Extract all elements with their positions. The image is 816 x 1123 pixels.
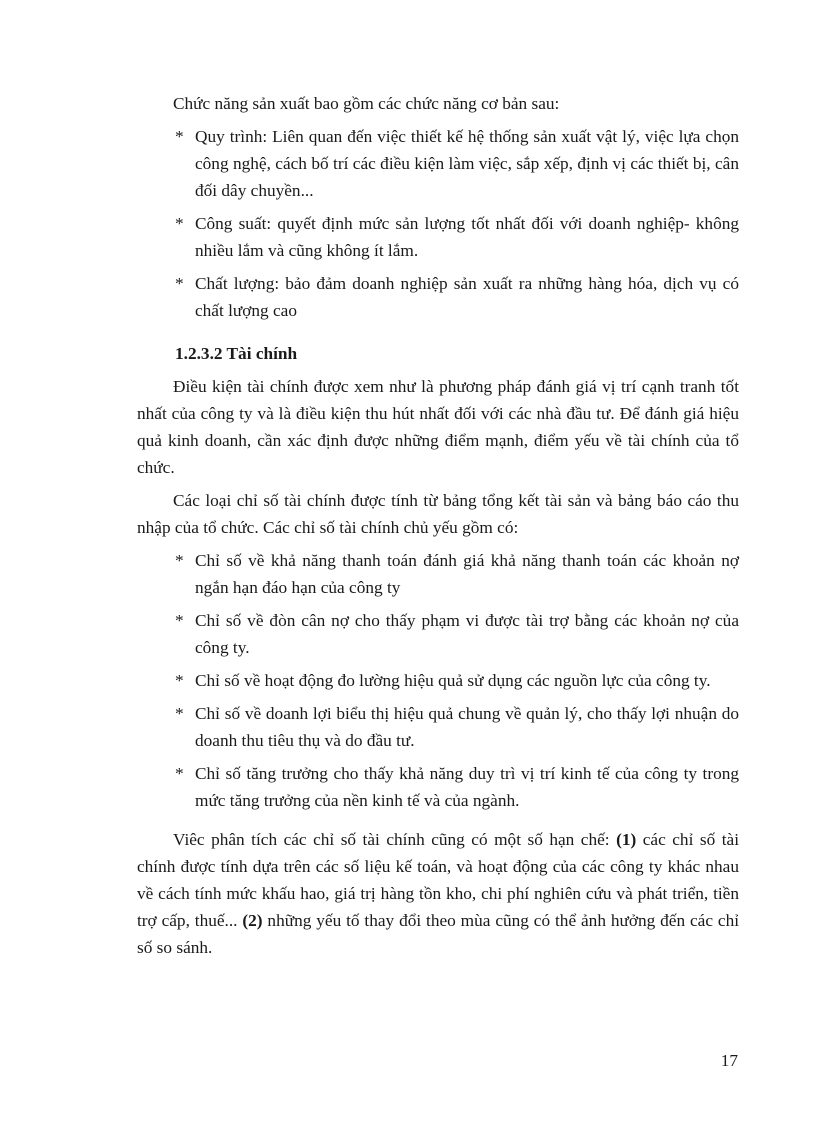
production-item-quality: [137, 270, 739, 324]
ratio-item-text: Chỉ số về đòn cân nợ cho thấy phạm vi được tài trợ bằng các khoản nợ của công ty.: [195, 611, 739, 657]
ratio-item-profitability: [137, 700, 739, 754]
ratio-item-text: Chỉ số tăng trưởng cho thấy khả năng duy trì vị trí kinh tế của công ty trong mức tăng trưởng của nền kinh tế và của ngành.: [195, 764, 739, 810]
ratio-item-liquidity: [137, 547, 739, 601]
production-item-text: Quy trình: Liên quan đến việc thiết kế hệ thống sản xuất vật lý, việc lựa chọn công nghệ, cách bố trí các điều kiện làm việc, sắp xếp, định vị các thiết bị, cân đối dây chuyền...: [195, 127, 739, 200]
production-item-process: [137, 123, 739, 204]
bullet-mark: *: [175, 274, 184, 293]
ratio-item-growth: [137, 760, 739, 814]
ratio-item-text: Chỉ số về hoạt động đo lường hiệu quả sử dụng các nguồn lực của công ty.: [195, 671, 711, 690]
bullet-mark: *: [175, 551, 184, 570]
limitations-text-3: những yếu tố thay đổi theo mùa cũng có thể ảnh hưởng đến các chỉ số so sánh.: [137, 911, 740, 957]
page-number: 17: [720, 1051, 738, 1070]
intro-paragraph: Chức năng sản xuất bao gồm các chức năng cơ bản sau:: [173, 94, 560, 113]
ratio-item-text: Chỉ số về doanh lợi biểu thị hiệu quả chung về quản lý, cho thấy lợi nhuận do doanh thu tiêu thụ và do đầu tư.: [195, 704, 739, 750]
ratio-item-activity: [137, 667, 739, 694]
ratio-item-text: Chỉ số về khả năng thanh toán đánh giá khả năng thanh toán các khoản nợ ngắn hạn đáo hạn của công ty: [195, 551, 739, 597]
finance-paragraph-2: Các loại chỉ số tài chính được tính từ bảng tổng kết tài sản và bảng báo cáo thu nhập của tổ chức. Các chỉ số tài chính chủ yếu gồm có:: [137, 491, 739, 537]
ratio-item-leverage: [137, 607, 739, 661]
production-item-capacity: [137, 210, 739, 264]
bullet-mark: *: [175, 764, 184, 783]
limitation-marker-2: (2): [242, 911, 263, 930]
finance-paragraph-1: Điều kiện tài chính được xem như là phương pháp đánh giá vị trí cạnh tranh tốt nhất của công ty và là điều kiện thu hút nhất đối với các nhà đầu tư. Để đánh giá hiệu quả kinh doanh, cần xác định được những điểm mạnh, điểm yếu về tài chính của tổ chức.: [137, 377, 739, 477]
limitations-text-1: Viêc phân tích các chỉ số tài chính cũng có một số hạn chế:: [173, 830, 617, 849]
bullet-mark: *: [175, 671, 184, 690]
document-body: [137, 90, 739, 961]
bullet-mark: *: [175, 704, 184, 723]
section-heading: 1.2.3.2 Tài chính: [175, 344, 298, 363]
bullet-mark: *: [175, 214, 184, 233]
production-item-text: Công suất: quyết định mức sản lượng tốt nhất đối với doanh nghiệp- không nhiều lắm và cũng không ít lắm.: [195, 214, 739, 260]
limitations-paragraph: [137, 826, 739, 961]
limitations-text-2: các chỉ số tài chính được tính dựa trên các số liệu kế toán, và hoạt động của các công ty khác nhau về cách tính mức khấu hao, giá trị hàng tồn kho, chi phí nghiên cứu và phát triển, tiền trợ cấp, thuế...: [137, 830, 739, 930]
limitation-marker-1: (1): [616, 830, 637, 849]
production-item-text: Chất lượng: bảo đảm doanh nghiệp sản xuất ra những hàng hóa, dịch vụ có chất lượng cao: [195, 274, 739, 320]
bullet-mark: *: [175, 611, 184, 630]
bullet-mark: *: [175, 127, 184, 146]
